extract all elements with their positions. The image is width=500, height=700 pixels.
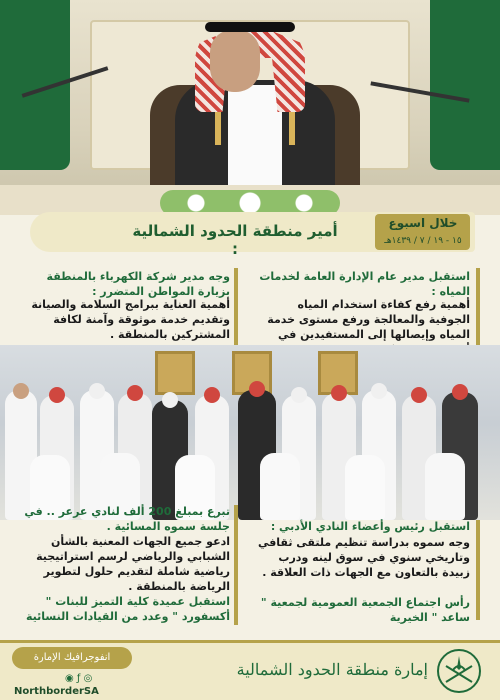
item-body-water: أهمية رفع كفاءة استخدام المياه الجوفية والمعالجة ورفع مستوى خدمة المياه وإيصالها إلى المستفيدين في <box>267 298 470 341</box>
group-photo <box>0 345 500 520</box>
social-handle[interactable]: NorthborderSA <box>14 686 99 697</box>
item-heading-water: استقبل مدير عام الإدارة العامة لخدمات المياه : <box>259 270 470 298</box>
guest-head <box>452 384 468 400</box>
top-photo <box>0 0 500 215</box>
guest-head <box>411 387 427 403</box>
guest-front <box>260 453 300 520</box>
guest-head <box>291 387 307 403</box>
item-heading-saed-association: رأس اجتماع الجمعية العمومية لجمعية " ساعد " الخيرية <box>260 596 470 624</box>
guest-head <box>89 383 105 399</box>
guest-head <box>162 392 178 408</box>
item-body-donation: ادعو جميع الجهات المعنية بالشأن الشبابي والرياضي لرسم استراتيجية رياضية شاملة لتقديم حلول لتطوير الرياضة بالمنطقة . <box>36 535 230 593</box>
item-body-literary-club: وجه سموه بدراسة تنظيم ملتقى ثقافي وتاريخي سنوي في سوق لينه ودرب زبيدة بالتعاون مع الجهات ذات العلاقة . <box>257 536 470 579</box>
flag-right <box>430 0 500 170</box>
guest-front <box>425 453 465 520</box>
gold-divider-right <box>476 268 480 346</box>
gold-divider-left <box>234 268 238 346</box>
social-icons[interactable]: ◎ ƒ ◉ <box>65 673 93 684</box>
guest-head <box>13 383 29 399</box>
item-heading-donation: تبرع بمبلغ 200 ألف لنادي عرعر .. في جلسة سموه المسائية . <box>24 505 230 533</box>
guest-head <box>127 385 143 401</box>
saudi-emblem-icon <box>436 648 482 694</box>
portrait-frame <box>155 351 195 395</box>
week-label: خلال اسبوع <box>388 216 458 230</box>
item-body-electricity: أهمية العناية ببرامج السلامة والصيانة وتقديم خدمة موثوقة وآمنة لكافة المشتركين بالمنطقة . <box>31 298 230 341</box>
guest-head <box>371 383 387 399</box>
date-range: ١٥ - ١٩ / ٧ / ١٤٣٩هـ <box>384 236 462 246</box>
guest-front <box>345 455 385 520</box>
person-agal <box>205 22 295 32</box>
item-heading-oxford-college: استقبل عميدة كلية التميز للبنات " أكسفورد " وعدد من القيادات النسائية <box>25 595 230 623</box>
item-heading-electricity: وجه مدير شركة الكهرباء بالمنطقة بزيارة المواطن المتضرر : <box>46 270 230 298</box>
person-face <box>210 30 260 92</box>
organization-name: إمارة منطقة الحدود الشمالية <box>236 660 428 679</box>
guest-head <box>204 387 220 403</box>
guest-head <box>331 385 347 401</box>
guest-head <box>249 381 265 397</box>
infographic-pill: انفوجرافيك الإمارة <box>12 647 132 669</box>
item-heading-literary-club: استقبل رئيس وأعضاء النادي الأدبي : <box>270 520 470 533</box>
guest-head <box>49 387 65 403</box>
gold-divider-right-bottom <box>476 520 480 620</box>
page-title: أمير منطقة الحدود الشمالية : <box>132 222 338 258</box>
gold-divider-left-bottom <box>234 505 238 625</box>
